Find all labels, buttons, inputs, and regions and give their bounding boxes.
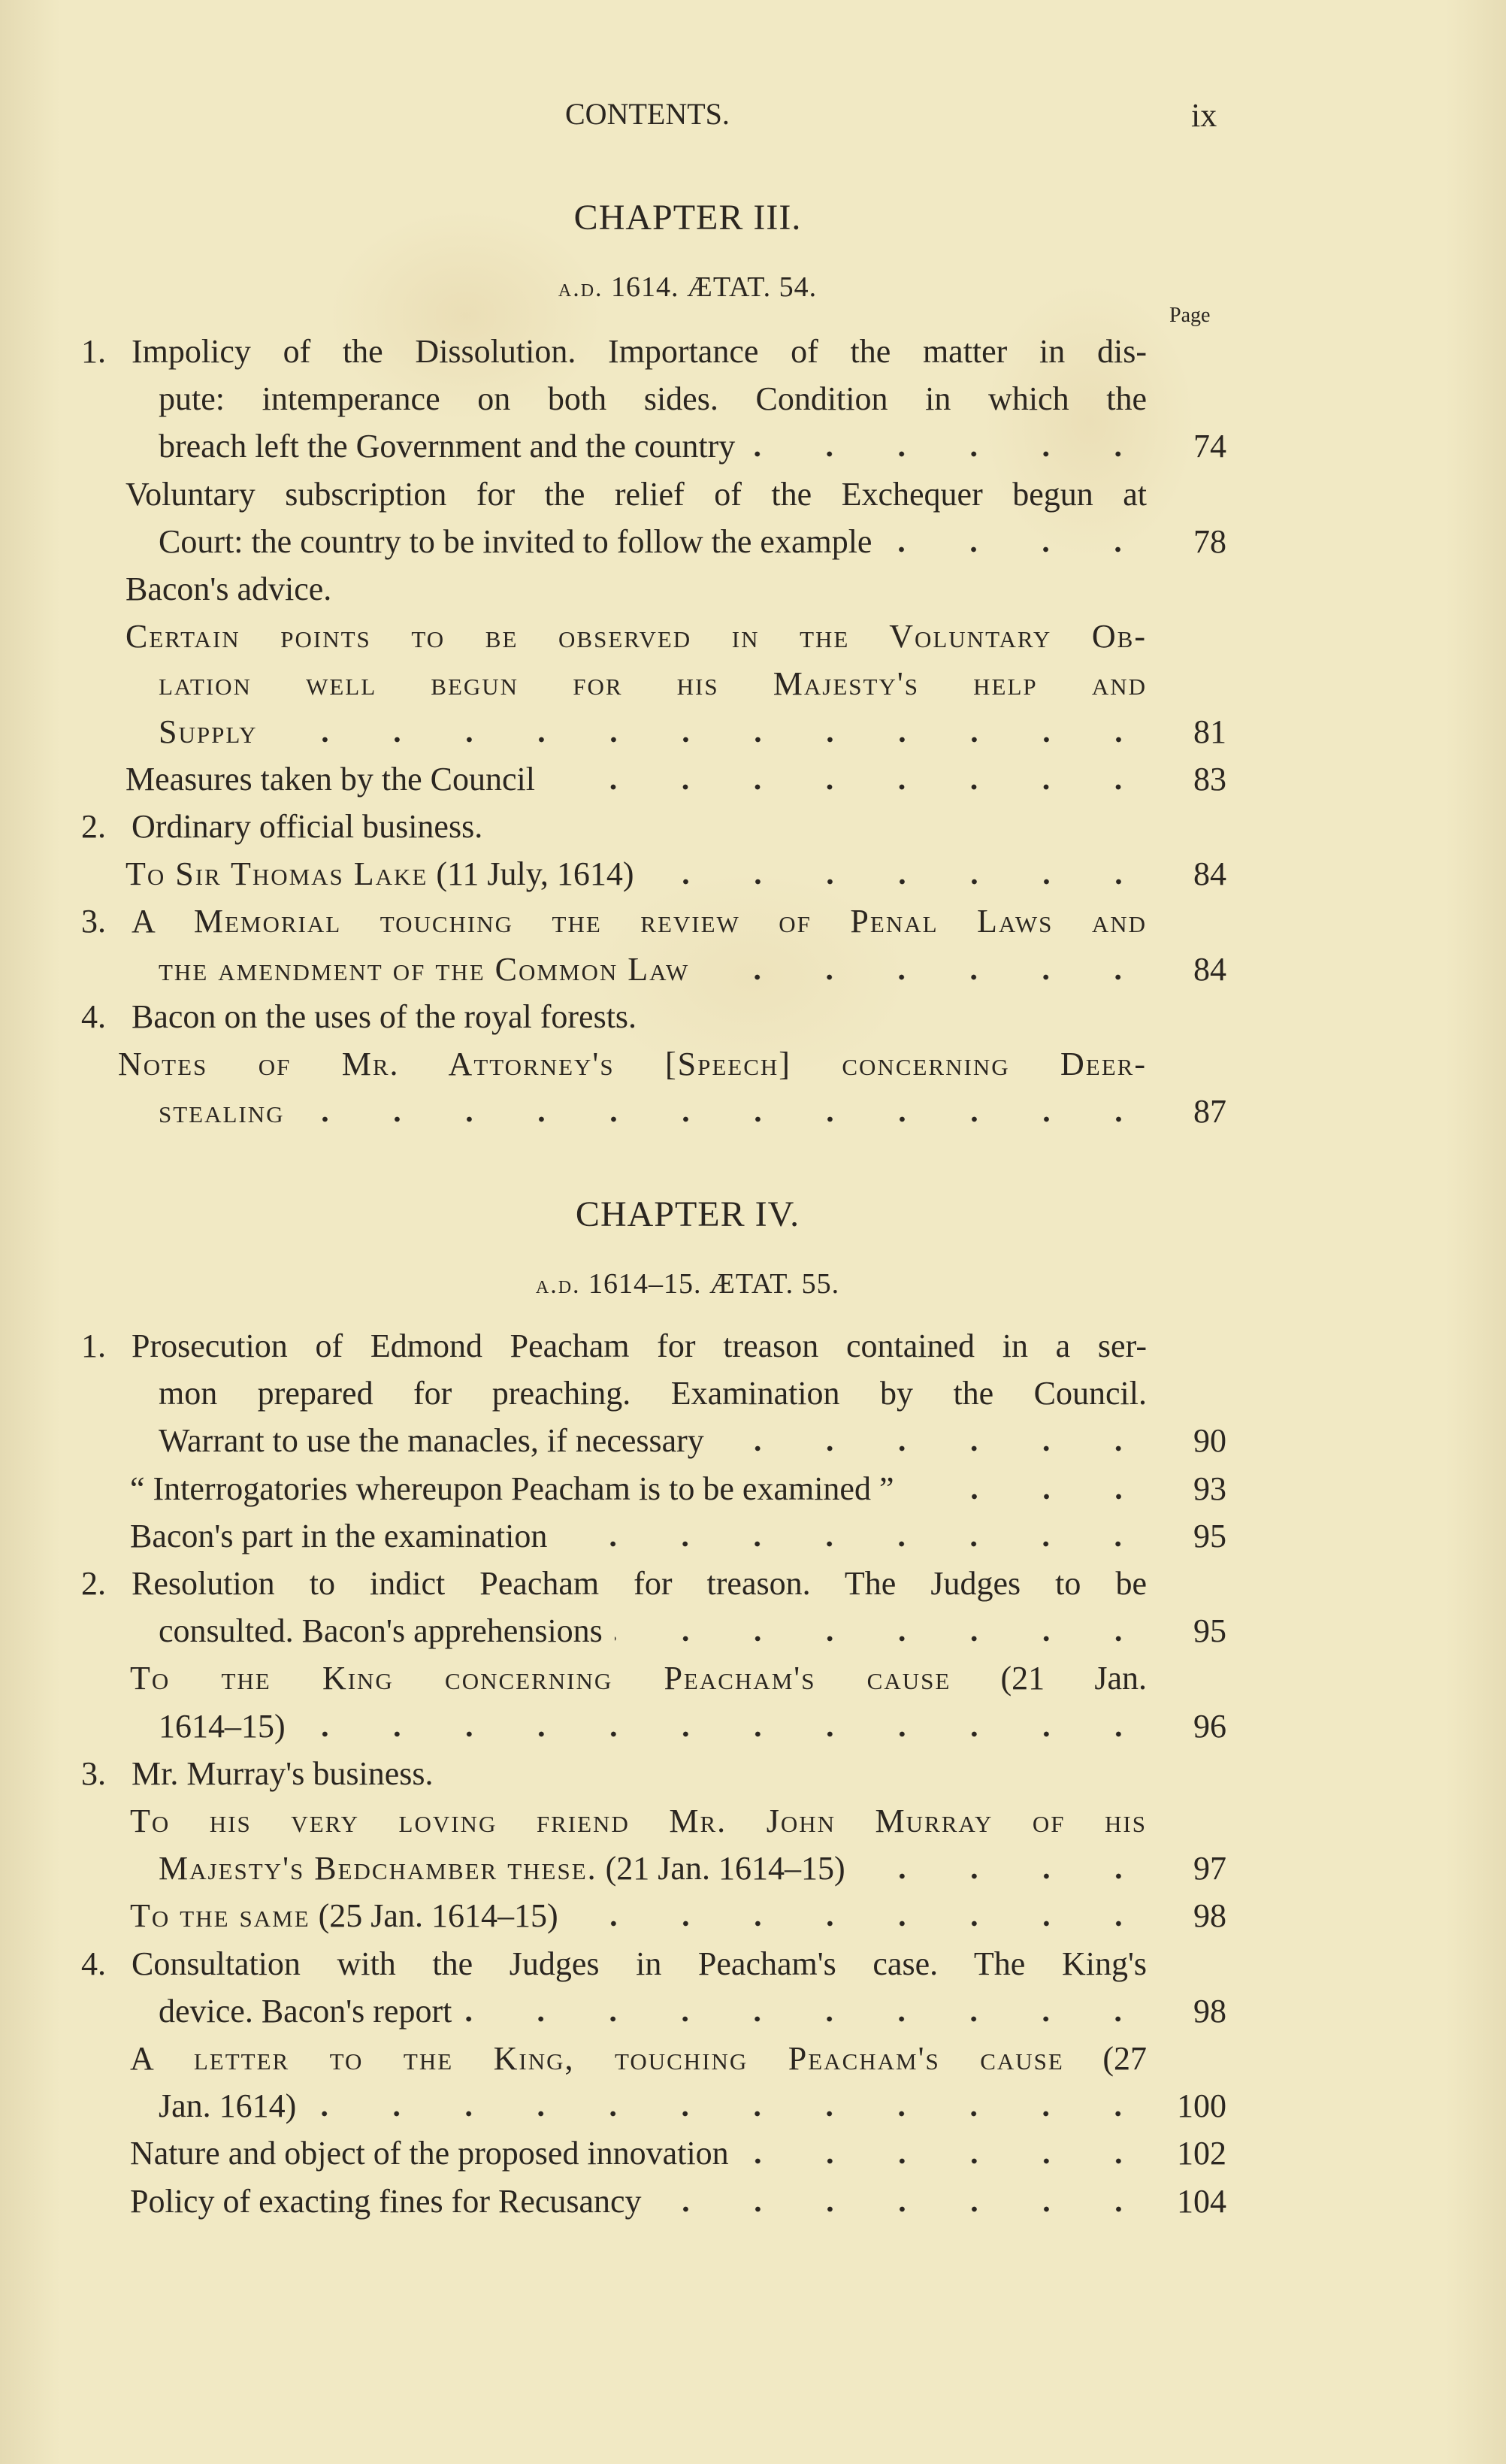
date-era: a.d. [535,1271,581,1299]
date-era: a.d. [558,274,603,302]
dot-leader [747,450,1154,458]
entry-text-segment: (21 Jan. 1614–15) [597,1850,845,1887]
entry-text-segment: Consultation with the Judges in Peacham's case. The King's [132,1945,1147,1982]
entry-text [132,901,1147,943]
entry-text [159,663,1147,705]
page-reference: 98 [1193,1897,1226,1935]
entry-text [130,2038,1147,2080]
entry-text-segment: Bacon's advice. [126,571,332,607]
entry-text [130,1515,547,1557]
page-reference: 97 [1193,1850,1226,1887]
page-reference: 104 [1177,2182,1226,2220]
date-text: 1614. ÆTAT. 54. [603,271,818,303]
chapter-heading: CHAPTER IV. [575,1194,800,1234]
entry-text-small-caps: stealing [159,1093,285,1131]
entry-text [159,949,689,991]
toc-entry-line [130,2038,1147,2080]
entry-text-segment: Resolution to indict Peacham for treason. The Judges to be [132,1565,1147,1602]
entry-text-small-caps: Supply [159,713,258,750]
entry-text-segment: pute: intemperance on both sides. Condition in which the [159,380,1147,418]
dot-leader [654,2205,1154,2213]
toc-entry-line [159,1373,1147,1415]
toc-entry-line [159,1706,1226,1748]
entry-text-segment: Bacon on the uses of the royal forests. [132,997,637,1035]
toc-entry-line [81,1943,1147,1985]
dot-leader [906,1493,1155,1500]
entry-text [159,1610,603,1652]
toc-entry-line [81,1325,1147,1367]
dot-leader [857,1872,1154,1880]
dot-leader [308,2110,1154,2117]
page-reference: 95 [1193,1517,1226,1554]
page-reference: 84 [1193,950,1226,988]
toc-entry-line [159,1091,1226,1133]
entry-text-small-caps: lation well begun for his Majesty's help and [159,665,1147,703]
entry-text [159,425,735,468]
dot-leader [464,2015,1154,2023]
entry-text [130,1895,558,1937]
toc-entry-line [126,568,331,610]
entry-text-segment: Ordinary official business. [132,808,483,845]
entry-text [159,378,1147,420]
section-number: 1. [81,333,106,370]
page-column-label: Page [1169,304,1211,327]
toc-entry-line [126,616,1147,658]
toc-entry-line [159,1420,1226,1462]
running-title: CONTENTS. [565,97,730,131]
entry-text-small-caps: To the same [130,1897,310,1935]
chapter-date [0,1267,1375,1300]
dot-leader [741,2157,1154,2165]
toc-entry-line [159,663,1147,705]
page-reference: 84 [1193,855,1226,893]
entry-text-segment: Voluntary subscription for the relief of the Exchequer begun at [126,475,1147,513]
toc-entry-line [126,474,1147,516]
dot-leader [701,973,1154,981]
dot-leader [884,546,1154,553]
entry-text-segment: consulted. Bacon's apprehensions [159,1612,603,1650]
entry-text-small-caps: A Memorial touching the review of Penal Laws and [132,903,1147,940]
page-reference: 90 [1193,1422,1226,1460]
entry-text-segment: Measures taken by the Council [126,760,535,798]
toc-entry-line [81,806,483,848]
toc-entry-line [81,1753,434,1795]
date-text: 1614–15. ÆTAT. 55. [580,1268,840,1300]
entry-text-segment: device. Bacon's report [159,1992,452,2030]
entry-text [159,1990,452,2033]
entry-text [126,758,535,801]
toc-entry-line [130,2133,1226,2175]
entry-text-segment: 1614–15) [159,1707,286,1745]
entry-text [159,1373,1147,1415]
page-reference: 87 [1193,1093,1226,1131]
section-number: 4. [81,997,106,1035]
page-reference: 98 [1193,1992,1226,2030]
section-number: 3. [81,903,106,940]
entry-text [130,2133,729,2175]
entry-text [132,1563,1147,1605]
entry-text-small-caps: To his very loving friend Mr. John Murray of his [130,1803,1147,1839]
entry-text-segment: (21 Jan. [951,1660,1147,1697]
entry-text [132,1325,1147,1367]
entry-text [130,2181,642,2223]
toc-entry-line [126,853,1226,895]
toc-entry-line [159,378,1147,420]
entry-text [132,331,1147,373]
section-number: 1. [81,1327,106,1364]
dot-leader [646,878,1154,885]
entry-text [132,1753,433,1795]
toc-entry-line [130,1515,1226,1557]
entry-text-segment: Policy of exacting fines for Recusancy [130,2182,642,2220]
toc-entry-line [159,711,1226,753]
entry-text-small-caps: Certain points to be observed in the Voluntary Ob- [126,618,1147,655]
entry-text [132,996,637,1038]
toc-entry-line [130,1895,1226,1937]
section-number: 3. [81,1754,106,1792]
entry-text [159,521,872,563]
page-reference: 78 [1193,522,1226,560]
entry-text-segment: Bacon's part in the examination [130,1517,548,1554]
toc-entry-line [159,1610,1226,1652]
entry-text-segment: Mr. Murray's business. [132,1754,434,1792]
entry-text [159,1706,286,1748]
entry-text [130,1468,894,1510]
page-reference: 81 [1193,713,1226,750]
dot-leader [297,1115,1154,1123]
entry-text [159,1091,285,1133]
section-number: 4. [81,1945,106,1982]
section-number: 2. [81,1565,106,1602]
entry-text-small-caps: To Sir Thomas Lake [126,855,428,893]
entry-text-segment: (25 Jan. 1614–15) [310,1897,558,1935]
entry-text-small-caps: A letter to the King, touching Peacham's cause [130,2040,1064,2077]
section-number: 2. [81,808,106,845]
toc-entry-line [81,331,1147,373]
entry-text-segment: breach left the Government and the country [159,428,736,465]
page-reference: 83 [1193,760,1226,798]
entry-text-small-caps: To the King concerning Peacham's cause [130,1660,951,1697]
toc-entry-line [159,949,1226,991]
entry-text [132,806,482,848]
page-number: ix [1191,97,1217,134]
entry-text-small-caps: Notes of Mr. Attorney's [Speech] concerning Deer- [118,1046,1147,1082]
toc-entry-line [118,1043,1147,1085]
toc-entry-line [159,1848,1226,1890]
toc-entry-line [81,1563,1147,1605]
entry-text-segment: Court: the country to be invited to follow the example [159,522,872,560]
entry-text-segment: Impolicy of the Dissolution. Importance of the matter in dis- [132,333,1147,370]
dot-leader [298,1730,1154,1738]
toc-entry-line [126,758,1226,801]
entry-text [118,1043,1147,1085]
entry-text-segment: Warrant to use the manacles, if necessary [159,1422,704,1460]
entry-text [159,2085,296,2127]
dot-leader [270,736,1154,743]
entry-text [159,1420,704,1462]
entry-text [126,568,331,610]
entry-text-segment: mon prepared for preaching. Examination by the Council. [159,1375,1147,1412]
page-reference: 100 [1177,2087,1226,2125]
toc-entry-line [130,1800,1147,1842]
entry-text-small-caps: the amendment of the Common Law [159,950,690,988]
entry-text-segment: “ Interrogatories whereupon Peacham is to be examined ” [130,1470,894,1507]
entry-text-segment: (11 July, 1614) [428,855,634,893]
toc-entry-line [130,2181,1226,2223]
page-reference: 93 [1193,1470,1226,1507]
entry-text [159,1848,845,1890]
entry-text-segment: Jan. 1614) [159,2087,297,2125]
dot-leader [559,1540,1154,1548]
chapter-date [0,271,1375,304]
entry-text [126,474,1147,516]
page-reference: 74 [1193,428,1226,465]
entry-text [130,1800,1147,1842]
toc-entry-line [159,521,1226,563]
page-reference: 95 [1193,1612,1226,1650]
entry-text [159,711,258,753]
entry-text-segment: Nature and object of the proposed innovation [130,2135,729,2172]
toc-entry-line [130,1657,1147,1700]
entry-text [126,616,1147,658]
entry-text-small-caps: Majesty's Bedchamber these. [159,1850,597,1887]
entry-text [126,853,634,895]
toc-entry-line [81,996,637,1038]
page-reference: 102 [1177,2135,1226,2172]
dot-leader [615,1635,1154,1642]
entry-text [130,1657,1147,1700]
dot-leader [716,1445,1154,1452]
entry-text-segment: Prosecution of Edmond Peacham for treason contained in a ser- [132,1327,1147,1364]
chapter-heading: CHAPTER III. [573,198,802,238]
page-reference: 96 [1193,1707,1226,1745]
dot-leader [570,1920,1154,1927]
toc-entry-line [159,425,1226,468]
toc-entry-line [159,1990,1226,2033]
entry-text-segment: (27 [1063,2040,1147,2077]
dot-leader [547,783,1154,791]
entry-text [132,1943,1147,1985]
toc-entry-line [81,901,1147,943]
toc-entry-line [159,2085,1226,2127]
toc-entry-line [130,1468,1226,1510]
